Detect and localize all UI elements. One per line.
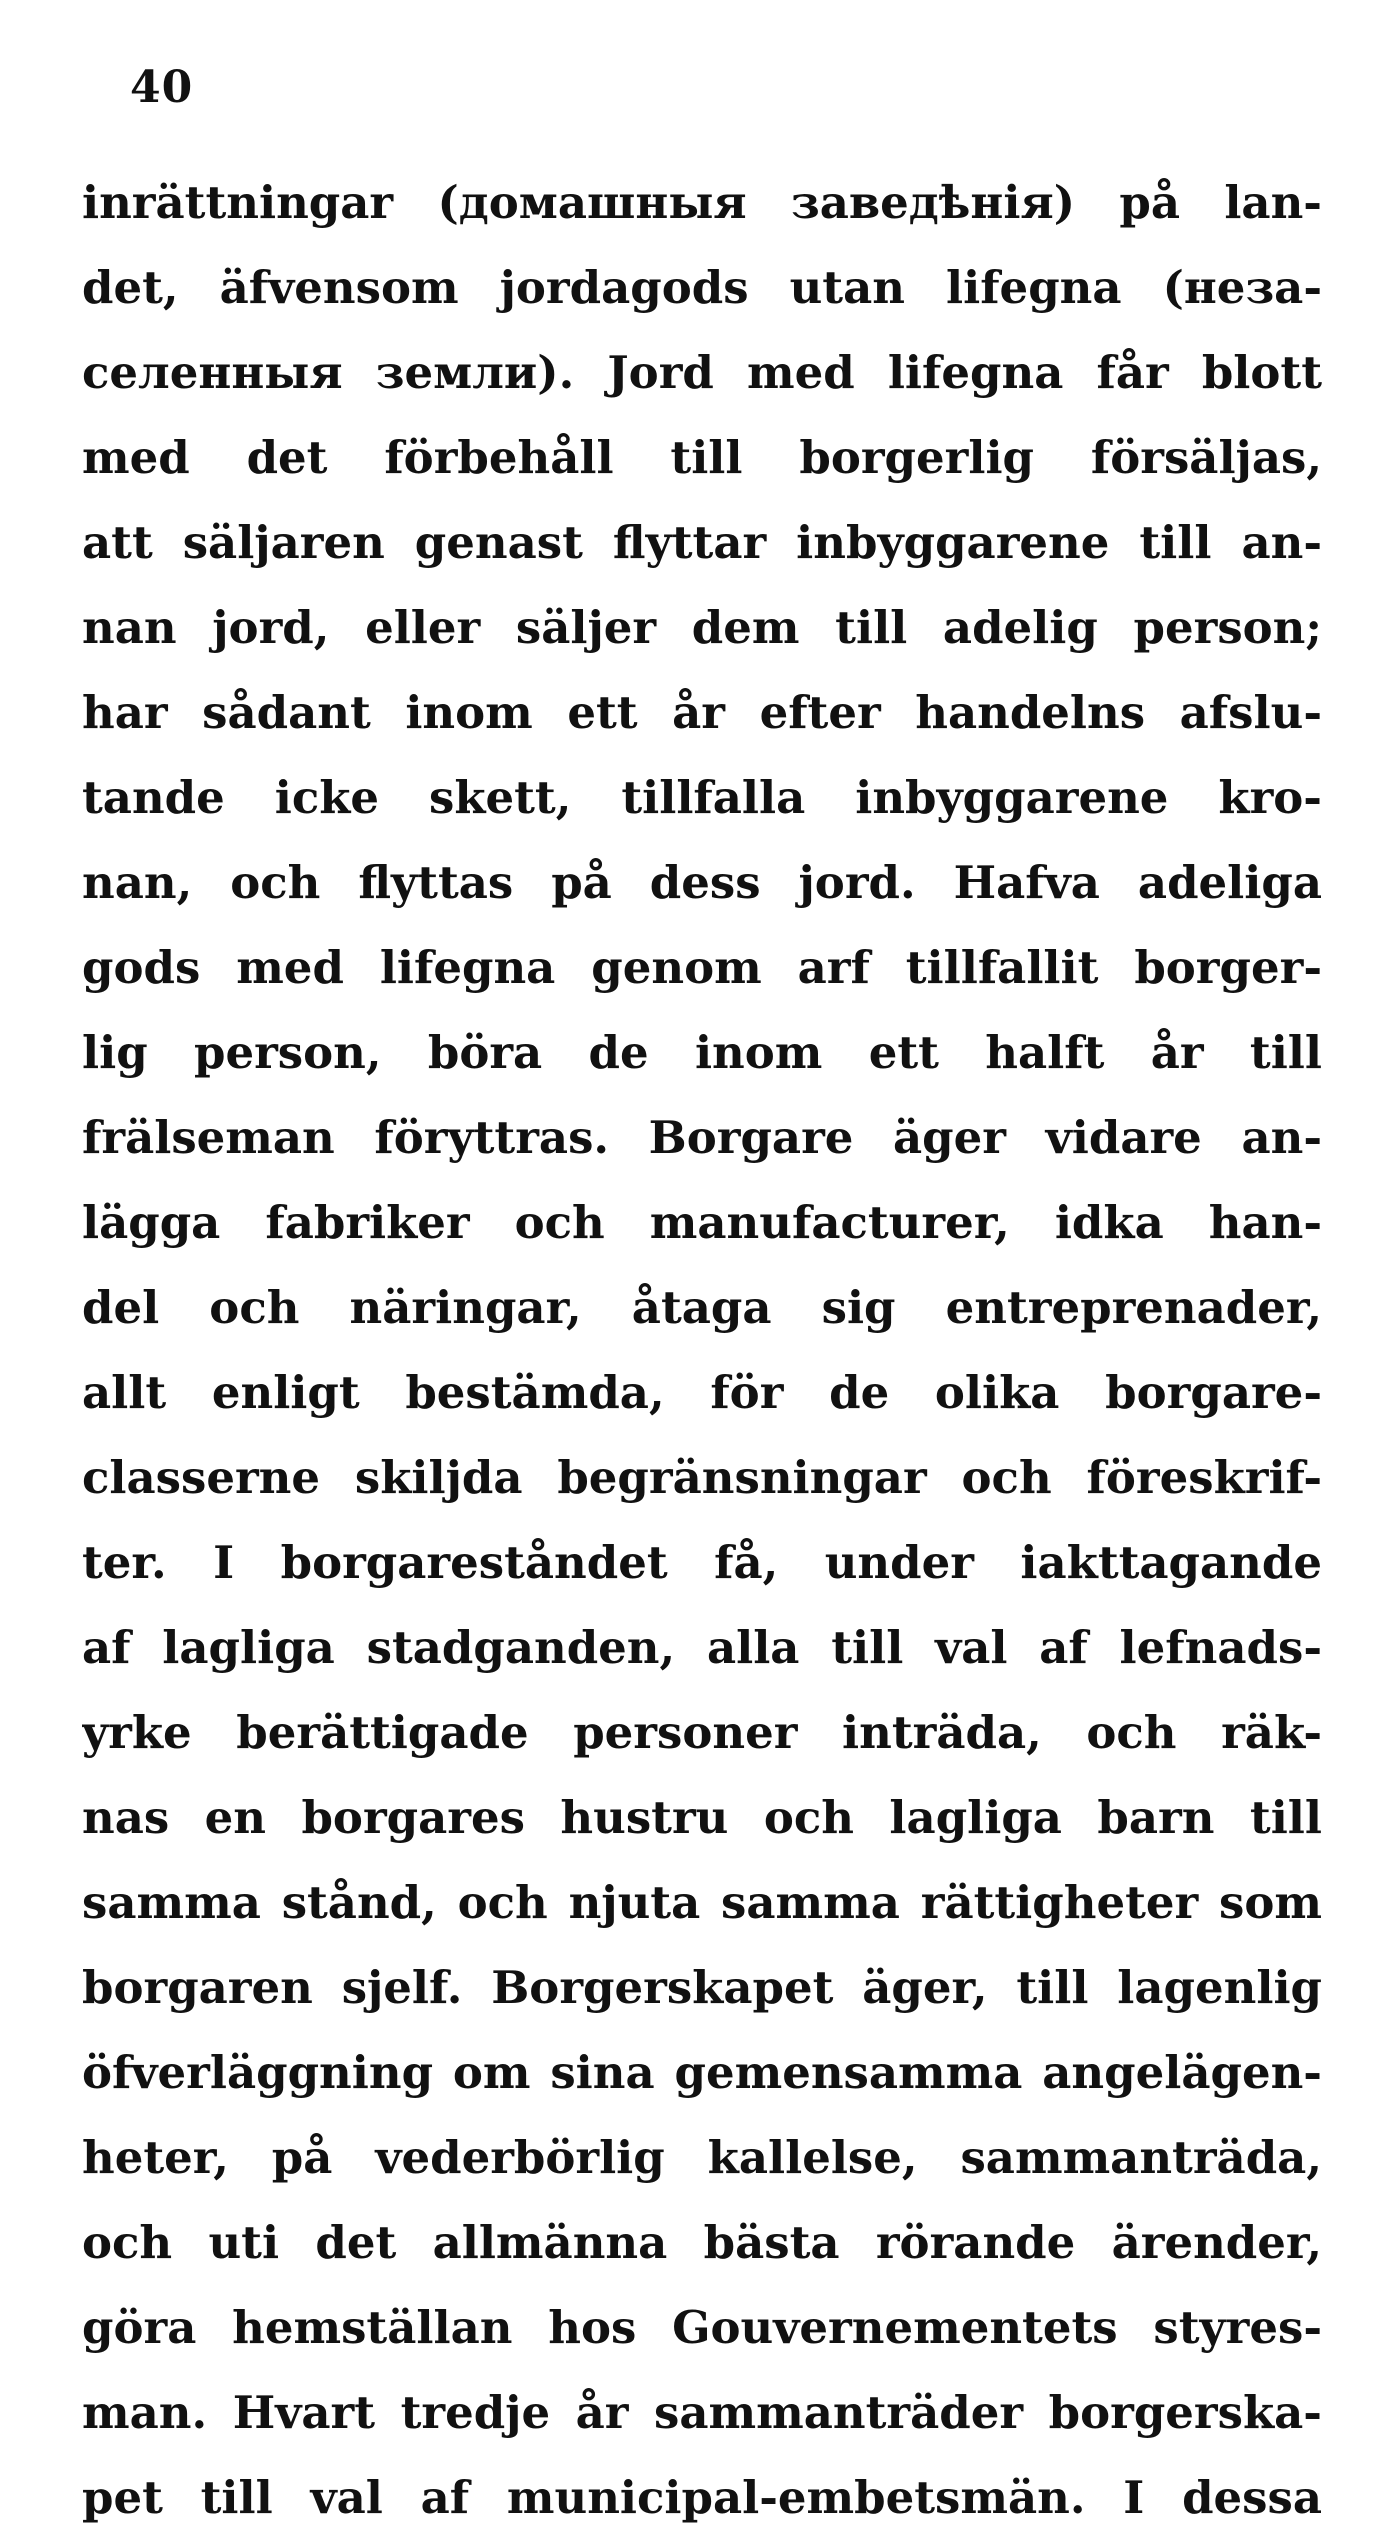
page-number: 40 [130,62,194,113]
text-line: allt enligt bestämda, för de olika borgare- [82,1366,1322,1419]
text-line: heter, på vederbörlig kallelse, sammanträda, [82,2131,1322,2184]
text-line: yrke berättigade personer inträda, och räk- [82,1706,1322,1759]
text-line: inrättningar (домашныя заведѣнія) på lan- [82,176,1322,229]
text-line: göra hemställan hos Gouvernementets styres- [82,2301,1322,2354]
text-line: ter. I borgareståndet få, under iakttagande [82,1536,1322,1589]
text-line: nan, och flyttas på dess jord. Hafva adeliga [82,856,1322,909]
text-line: frälseman föryttras. Borgare äger vidare an- [82,1111,1322,1164]
text-line: nas en borgares hustru och lagliga barn till [82,1791,1322,1844]
text-line: att säljaren genast flyttar inbyggarene till an- [82,516,1322,569]
text-line: det, äfvensom jordagods utan lifegna (неза- [82,261,1322,314]
text-line: lig person, böra de inom ett halft år till [82,1026,1322,1079]
text-line: med det förbehåll till borgerlig försäljas, [82,431,1322,484]
body-text [82,160,1322,2540]
text-line: har sådant inom ett år efter handelns afslu- [82,686,1322,739]
text-line: samma stånd, och njuta samma rättigheter som [82,1876,1322,1929]
text-line: gods med lifegna genom arf tillfallit borger- [82,941,1322,994]
text-line: och uti det allmänna bästa rörande ärender, [82,2216,1322,2269]
text-line: tande icke skett, tillfalla inbyggarene kro- [82,771,1322,824]
text-line: af lagliga stadganden, alla till val af lefnads- [82,1621,1322,1674]
text-line: nan jord, eller säljer dem till adelig person; [82,601,1322,654]
text-line: classerne skiljda begränsningar och föreskrif- [82,1451,1322,1504]
text-line: pet till val af municipal-embetsmän. I dessa [82,2471,1322,2524]
text-line: lägga fabriker och manufacturer, idka han- [82,1196,1322,1249]
text-line: селенныя земли). Jord med lifegna får blott [82,346,1322,399]
text-line: man. Hvart tredje år sammanträder borgerska- [82,2386,1322,2439]
text-line: borgaren sjelf. Borgerskapet äger, till lagenlig [82,1961,1322,2014]
text-line: del och näringar, åtaga sig entreprenader, [82,1281,1322,1334]
text-line: öfverläggning om sina gemensamma angelägen- [82,2046,1322,2099]
